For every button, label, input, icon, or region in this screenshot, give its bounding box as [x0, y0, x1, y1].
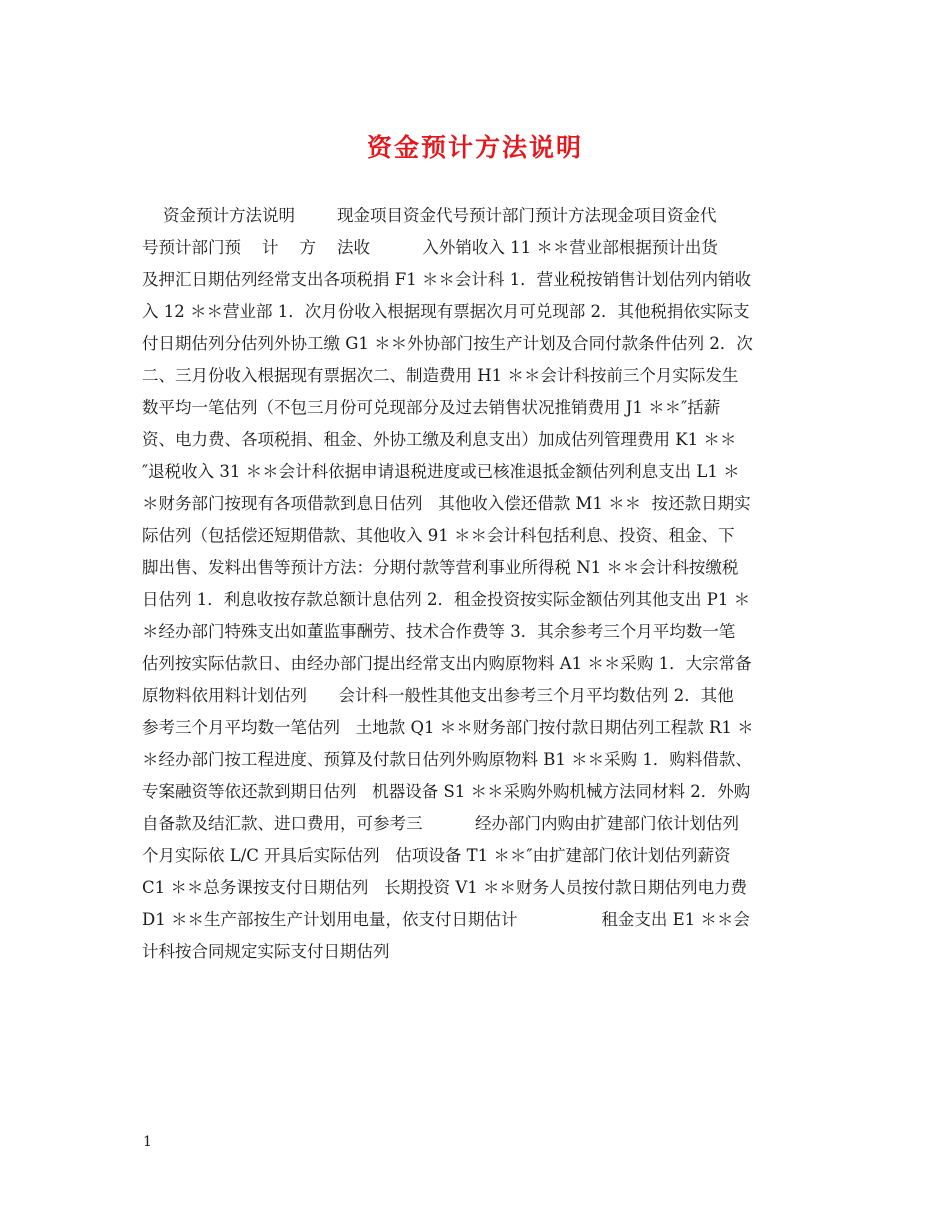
- text-line: 专案融资等依还款到期日估列 机器设备 S1 ＊＊采购外购机械方法同材料 2．外购: [142, 782, 751, 801]
- text-line: D1 ＊＊生产部按生产计划用电量，依支付日期估计 租金支出 E1 ＊＊会: [142, 910, 750, 929]
- text-line: 数平均一笔估列（不包三月份可兑现部分及过去销售状况推销费用 J1 ＊＊″括薪: [142, 398, 721, 417]
- text-line: ＊经办部门按工程进度、预算及付款日估列外购原物料 B1 ＊＊采购 1．购料借款、: [142, 750, 752, 769]
- text-line: ＊财务部门按现有各项借款到息日估列 其他收入偿还借款 M1 ＊＊ 按还款日期实: [142, 494, 751, 513]
- text-line: 及押汇日期估列经常支出各项税捐 F1 ＊＊会计科 1．营业税按销售计划估列内销收: [142, 270, 752, 289]
- text-line: 付日期估列分估列外协工缴 G1 ＊＊外协部门按生产计划及合同付款条件估列 2．次: [142, 334, 753, 353]
- text-line: 二、三月份收入根据现有票据次二、制造费用 H1 ＊＊会计科按前三个月实际发生: [142, 366, 739, 385]
- text-line: 日估列 1．利息收按存款总额计息估列 2．租金投资按实际金额估列其他支出 P1 ＊: [142, 590, 751, 609]
- text-line: 个月实际依 L/C 开具后实际估列 估项设备 T1 ＊＊″由扩建部门依计划估列薪资: [142, 846, 731, 865]
- page-title: 资金预计方法说明: [366, 133, 583, 162]
- text-line: 资、电力费、各项税捐、租金、外协工缴及利息支出）加成估列管理费用 K1 ＊＊: [142, 430, 737, 449]
- text-line: 自备款及结汇款、进口费用，可参考三 经办部门内购由扩建部门依计划估列: [142, 814, 739, 833]
- text-line: ＊经办部门特殊支出如董监事酬劳、技术合作费等 3．其余参考三个月平均数一笔: [142, 622, 736, 641]
- text-line: 脚出售、发料出售等预计方法：分期付款等营利事业所得税 N1 ＊＊会计科按缴税: [142, 558, 739, 577]
- text-line: 入 12 ＊＊营业部 1．次月份收入根据现有票据次月可兑现部 2．其他税捐依实际支: [142, 302, 750, 321]
- text-line: 计科按合同规定实际支付日期估列: [142, 942, 390, 961]
- text-line: C1 ＊＊总务课按支付日期估列 长期投资 V1 ＊＊财务人员按付款日期估列电力费: [142, 878, 748, 897]
- body-text: [142, 200, 814, 968]
- text-line: 号预计部门预 计 方 法收 入外销收入 11 ＊＊营业部根据预计出货: [142, 238, 718, 257]
- text-line: 参考三个月平均数一笔估列 土地款 Q1 ＊＊财务部门按付款日期估列工程款 R1 ＊: [142, 718, 754, 737]
- text-line: 资金预计方法说明 现金项目资金代号预计部门预计方法现金项目资金代: [142, 206, 717, 225]
- text-line: 原物料依用料计划估列 会计科一般性其他支出参考三个月平均数估列 2．其他: [142, 686, 734, 705]
- text-line: 际估列（包括偿还短期借款、其他收入 91 ＊＊会计科包括利息、投资、租金、下: [142, 526, 735, 545]
- text-line: ″退税收入 31 ＊＊会计科依据申请退税进度或已核准退抵金额估列利息支出 L1 ＊: [142, 462, 740, 481]
- page-number: 1: [143, 1134, 152, 1150]
- text-line: 估列按实际估款日、由经办部门提出经常支出内购原物料 A1 ＊＊采购 1．大宗常备: [142, 654, 752, 673]
